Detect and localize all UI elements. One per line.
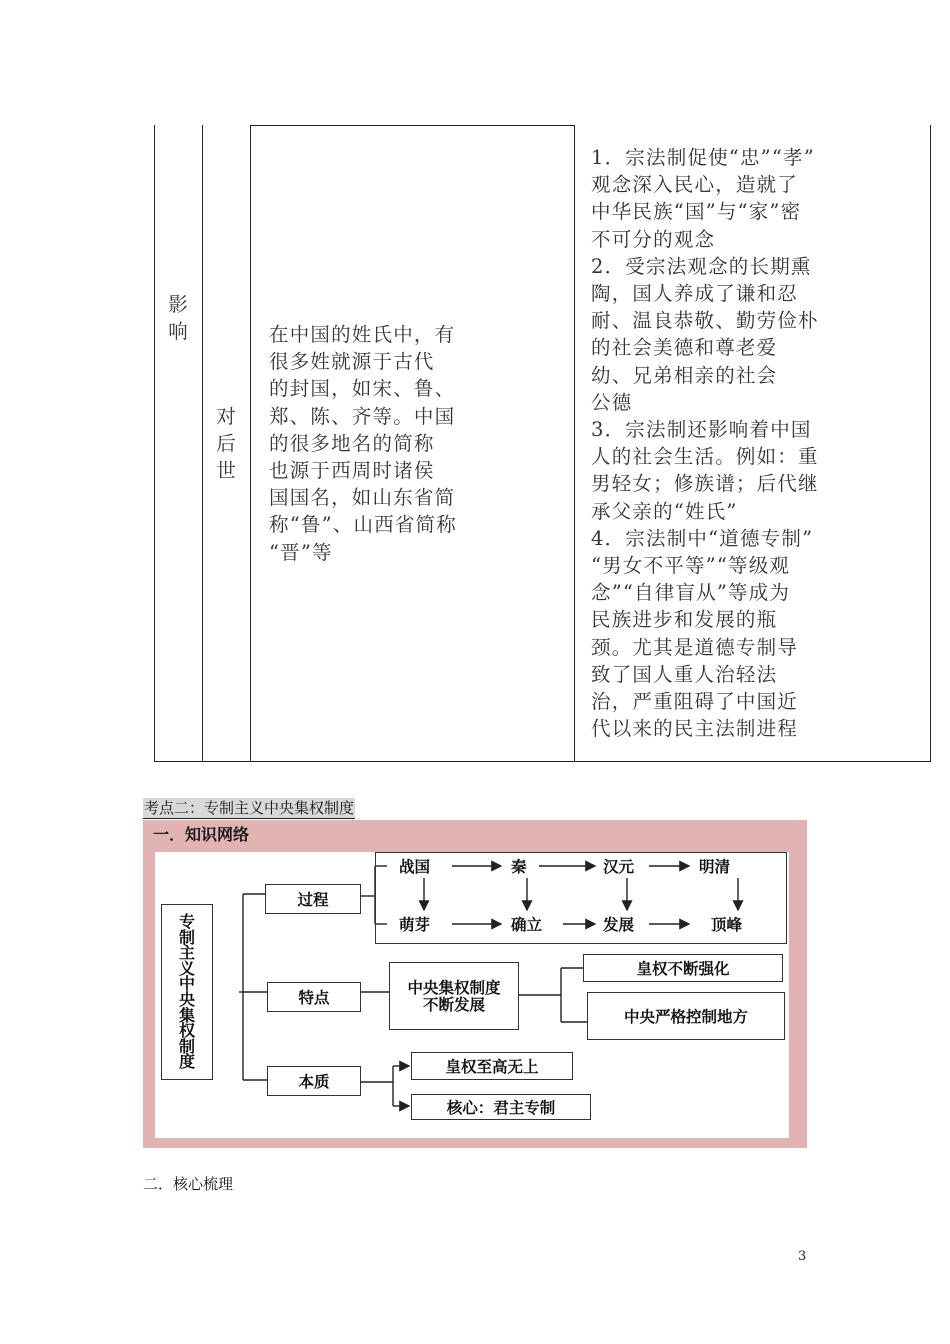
feature-leaf-central-control: 中央严格控制地方 [587,992,785,1040]
stage-qin: 秦 [511,857,527,876]
table-border-right [930,125,931,762]
section-title: 考点二：专制主义中央集权制度 [144,799,355,817]
branch-essence-box: 本质 [267,1066,361,1096]
label-later-generations: 对 后 世 [216,405,236,482]
branch-process-box: 过程 [265,884,361,914]
table-bottom-border [154,761,931,762]
panel-title: 一．知识网络 [153,825,250,844]
knowledge-network-panel [143,820,807,1148]
stage-established: 确立 [511,915,543,934]
table-border-left [154,125,155,762]
influence-table [154,125,931,762]
feature-leaf-imperial-power: 皇权不断强化 [583,954,783,982]
label-influence: 影 响 [168,293,188,343]
table-top-border [250,125,574,126]
essence-leaf-supreme-power: 皇权至高无上 [411,1052,573,1080]
core-review-heading: 二．核心梳理 [143,1175,234,1193]
branch-features-box: 特点 [267,982,361,1012]
feature-center-box: 中央集权制度不断发展 [389,962,519,1030]
page-number: 3 [798,1249,807,1264]
stage-ming-qing: 明清 [699,857,731,876]
stage-warring-states: 战国 [399,857,431,876]
stage-developing: 发展 [603,915,635,934]
essence-leaf-autocracy: 核心：君主专制 [411,1094,591,1120]
clan-system-impact-text: 1．宗法制促使“忠”“孝” 观念深入民心，造就了 中华民族“国”与“家”密 不可分的观念 2．受宗法观念的长期熏 陶，国人养成了谦和忍 耐、温良恭敬、勤劳俭朴 的社会美德和尊老爱 幼、兄弟相亲的社会 公德 3．宗法制还影响着中国 人的社会生活。例如：重 男轻女；修族谱；后代继 承父亲的“姓氏” 4．宗法制中“道德专制” “男女不平等”“等级观 念”“自律盲从”等成为 民族进步和发展的瓶 颈。尤其是道德专制导 致了国人重人治轻法 治，严重阻碍了中国近 代以来的民主法制进程 [591,146,819,741]
surname-origin-text: 在中国的姓氏中，有 很多姓就源于古代 的封国，如宋、鲁、 郑、陈、齐等。中国 的很多地名的简称 也源于西周时诸侯 国国名，如山东省简 称“鲁”、山西省简称 “晋”等 [269,323,457,564]
table-divider-2 [250,125,251,762]
root-concept-box: 专 制 主 义 中 央 集 权 制 度 [161,904,213,1080]
stage-han-yuan: 汉元 [603,857,635,876]
table-divider-1 [202,125,203,762]
table-divider-3 [574,125,575,762]
knowledge-network-diagram [155,852,789,1138]
stage-peak: 顶峰 [711,915,743,934]
stage-sprout: 萌芽 [399,915,431,934]
